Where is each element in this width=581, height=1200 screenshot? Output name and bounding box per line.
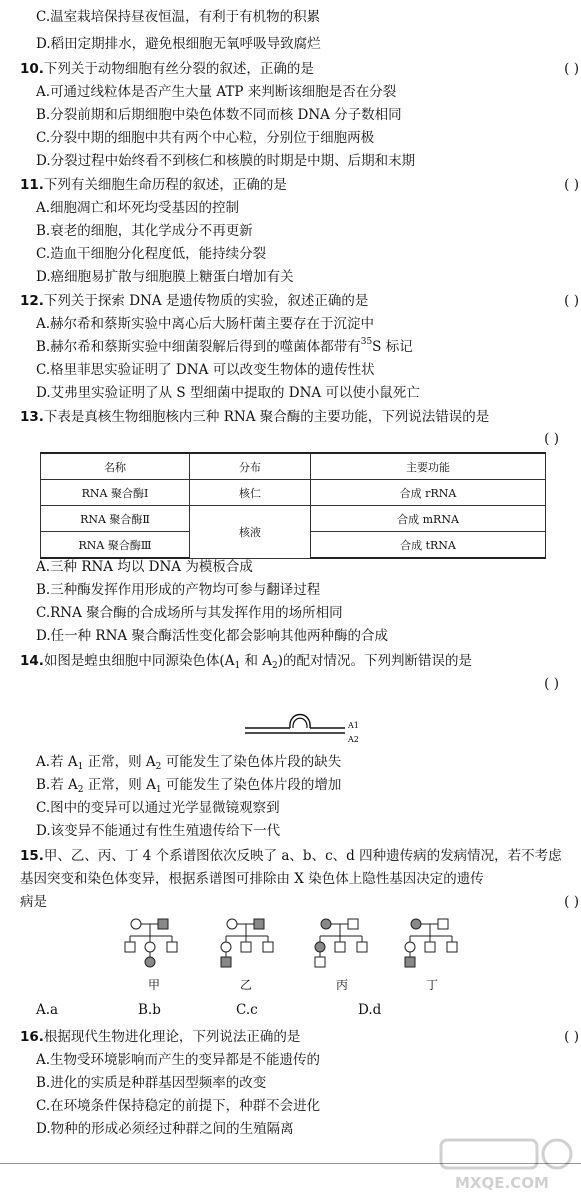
- question-text: )的配对情况。下列判断错误的是: [277, 653, 473, 669]
- option-c-prev: C.温室栽培保持昼夜恒温，有利于有机物的积累: [36, 9, 321, 25]
- answer-paren: ( ): [564, 177, 579, 193]
- option-b: B.进化的实质是种群基因型频率的改变: [36, 1075, 267, 1091]
- question-number: 13.: [20, 409, 44, 425]
- question-12-stem: [0, 290, 581, 312]
- table-cell: 合成 rRNA: [311, 480, 546, 506]
- option-text: A.若 A: [36, 754, 78, 770]
- question-text: 下列关于动物细胞有丝分裂的叙述，正确的是: [43, 61, 314, 77]
- pedigree-label-yi: 乙: [240, 978, 253, 992]
- question-text: 下表是真核生物细胞核内三种 RNA 聚合酶的主要功能，下列说法错误的是: [43, 409, 490, 425]
- question-number: 10.: [20, 61, 44, 77]
- option-c: C.分裂中期的细胞中共有两个中心粒，分别位于细胞两极: [36, 130, 375, 146]
- answer-paren: ( ): [564, 293, 579, 309]
- subscript: 2: [272, 661, 278, 671]
- option-c: C.造血干细胞分化程度低，能持续分裂: [36, 246, 267, 262]
- question-15-stem: [0, 845, 581, 867]
- option-a: A.a: [36, 1002, 59, 1018]
- table-cell: 合成 mRNA: [311, 506, 546, 532]
- option-c: C.RNA 聚合酶的合成场所与其发挥作用的场所相同: [36, 605, 343, 621]
- watermark-icon: [437, 1134, 577, 1194]
- table-header: 分布: [190, 453, 311, 480]
- subscript: 1: [234, 661, 241, 671]
- option-b: B.衰老的细胞，其化学成分不再更新: [36, 223, 253, 239]
- pedigree-jia: [125, 919, 177, 967]
- option-d: D.艾弗里实验证明了从 S 型细菌中提取的 DNA 可以使小鼠死亡: [36, 385, 420, 401]
- answer-paren-row: [0, 428, 581, 450]
- question-number: 14.: [20, 653, 44, 669]
- option-text: B.赫尔希和蔡斯实验中细菌裂解后得到的噬菌体都带有: [36, 339, 361, 355]
- table-cell: RNA 聚合酶Ⅰ: [41, 480, 190, 506]
- pedigree-label-jia: 甲: [148, 978, 161, 992]
- table-cell: 核液: [190, 506, 311, 559]
- option-a: A.可通过线粒体是否产生大量 ATP 来判断该细胞是否在分裂: [36, 84, 397, 100]
- table-row: [41, 506, 546, 532]
- label-a1: A1: [348, 721, 359, 730]
- rna-polymerase-table: [40, 452, 546, 559]
- pedigree-ding: [405, 919, 457, 967]
- subscript: 2: [77, 785, 84, 795]
- option-a: A.生物受环境影响而产生的变异都是不能遗传的: [36, 1052, 321, 1068]
- option-d: D.癌细胞易扩散与细胞膜上糖蛋白增加有关: [36, 269, 294, 285]
- question-number: 11.: [20, 177, 44, 193]
- question-text: 下列关于探索 DNA 是遗传物质的实验，叙述正确的是: [43, 293, 369, 309]
- option-d: D.该变异不能通过有性生殖遗传给下一代: [36, 823, 281, 839]
- table-row: [41, 480, 546, 506]
- option-text: 正常，则 A: [83, 754, 156, 770]
- option-a: A.赫尔希和蔡斯实验中离心后大肠杆菌主要存在于沉淀中: [36, 316, 375, 332]
- option-c: C.在环境条件保持稳定的前提下，种群不会进化: [36, 1098, 321, 1114]
- question-13-stem: [0, 406, 581, 428]
- pedigree-label-bing: 丙: [336, 978, 349, 992]
- option-b: B.分裂前期和后期细胞中染色体数不同而核 DNA 分子数相同: [36, 107, 402, 123]
- question-10-stem: [0, 58, 581, 80]
- subscript: 1: [77, 762, 84, 772]
- chromosome-pairing-figure: [240, 700, 370, 750]
- label-a2: A2: [348, 735, 359, 744]
- option-c: C.格里菲思实验证明了 DNA 可以改变生物体的遗传性状: [36, 362, 375, 378]
- question-text: 如图是蝗虫细胞中同源染色体(A: [43, 653, 235, 669]
- option-c: C.c: [236, 1002, 258, 1018]
- option-d: D.d: [358, 1002, 382, 1018]
- question-11-stem: [0, 174, 581, 196]
- question-number: 15.: [20, 848, 44, 864]
- option-c: C.图中的变异可以通过光学显微镜观察到: [36, 800, 280, 816]
- option-b: [0, 336, 581, 358]
- option-text: 正常，则 A: [83, 777, 156, 793]
- pedigree-figures: [120, 912, 500, 974]
- answer-paren: ( ): [564, 894, 579, 910]
- answer-paren: ( ): [564, 61, 579, 77]
- pedigree-bing: [315, 919, 367, 967]
- question-text: 根据现代生物进化理论，下列说法正确的是: [43, 1029, 301, 1045]
- question-text: 下列有关细胞生命历程的叙述，正确的是: [43, 177, 287, 193]
- question-number: 16.: [20, 1029, 44, 1045]
- question-15-stem-line2: 基因突变和染色体变异，根据系谱图可排除由 X 染色体上隐性基因决定的遗传: [20, 871, 484, 887]
- option-a: [0, 751, 581, 773]
- option-d: D.分裂过程中始终看不到核仁和核膜的时期是中期、后期和末期: [36, 153, 416, 169]
- table-cell: RNA 聚合酶Ⅱ: [41, 506, 190, 532]
- pedigree-label-ding: 丁: [426, 978, 439, 992]
- question-14-stem: [0, 650, 581, 672]
- table-header-row: [41, 453, 546, 480]
- table-header: 名称: [41, 453, 190, 480]
- option-a: A.三种 RNA 均以 DNA 为模板合成: [36, 559, 253, 575]
- option-text: B.若 A: [36, 777, 78, 793]
- answer-paren: ( ): [564, 1029, 579, 1045]
- option-text: S 标记: [372, 339, 413, 355]
- question-text: 病是: [20, 894, 47, 910]
- table-cell: 合成 tRNA: [311, 532, 546, 559]
- option-text: 可能发生了染色体片段的缺失: [161, 754, 342, 770]
- table-header: 主要功能: [311, 453, 546, 480]
- answer-paren: ( ): [544, 676, 559, 692]
- option-a: A.细胞凋亡和坏死均受基因的控制: [36, 200, 240, 216]
- option-b: B.b: [138, 1002, 161, 1018]
- question-number: 12.: [20, 293, 44, 309]
- q15-answer-options: [36, 1002, 381, 1018]
- option-d-prev: D.稻田定期排水，避免根细胞无氧呼吸导致腐烂: [36, 36, 321, 52]
- subscript: 1: [155, 785, 162, 795]
- option-d: D.物种的形成必须经过种群之间的生殖隔离: [36, 1121, 294, 1137]
- pedigree-yi: [221, 919, 273, 967]
- isotope-superscript: 35: [360, 337, 373, 347]
- watermark-logo: [437, 1134, 577, 1194]
- watermark-text: MXQE.COM: [455, 1174, 549, 1192]
- question-15-stem-line3: [0, 891, 581, 913]
- question-text: 甲、乙、丙、丁 4 个系谱图依次反映了 a、b、c、d 四种遗传病的发病情况，若不考虑: [43, 848, 562, 864]
- option-b: B.三种酶发挥作用形成的产物均可参与翻译过程: [36, 582, 321, 598]
- subscript: 2: [155, 762, 162, 772]
- table-cell: RNA 聚合酶Ⅲ: [41, 532, 190, 559]
- option-b: [0, 774, 581, 796]
- answer-paren-row: [0, 673, 581, 695]
- option-text: 可能发生了染色体片段的增加: [161, 777, 342, 793]
- question-16-stem: [0, 1026, 581, 1048]
- answer-paren: ( ): [544, 431, 559, 447]
- table-cell: 核仁: [190, 480, 311, 506]
- chromosome-loop-inner: [293, 718, 307, 728]
- question-text: 和 A: [240, 653, 273, 669]
- option-d: D.任一种 RNA 聚合酶活性变化都会影响其他两种酶的合成: [36, 628, 388, 644]
